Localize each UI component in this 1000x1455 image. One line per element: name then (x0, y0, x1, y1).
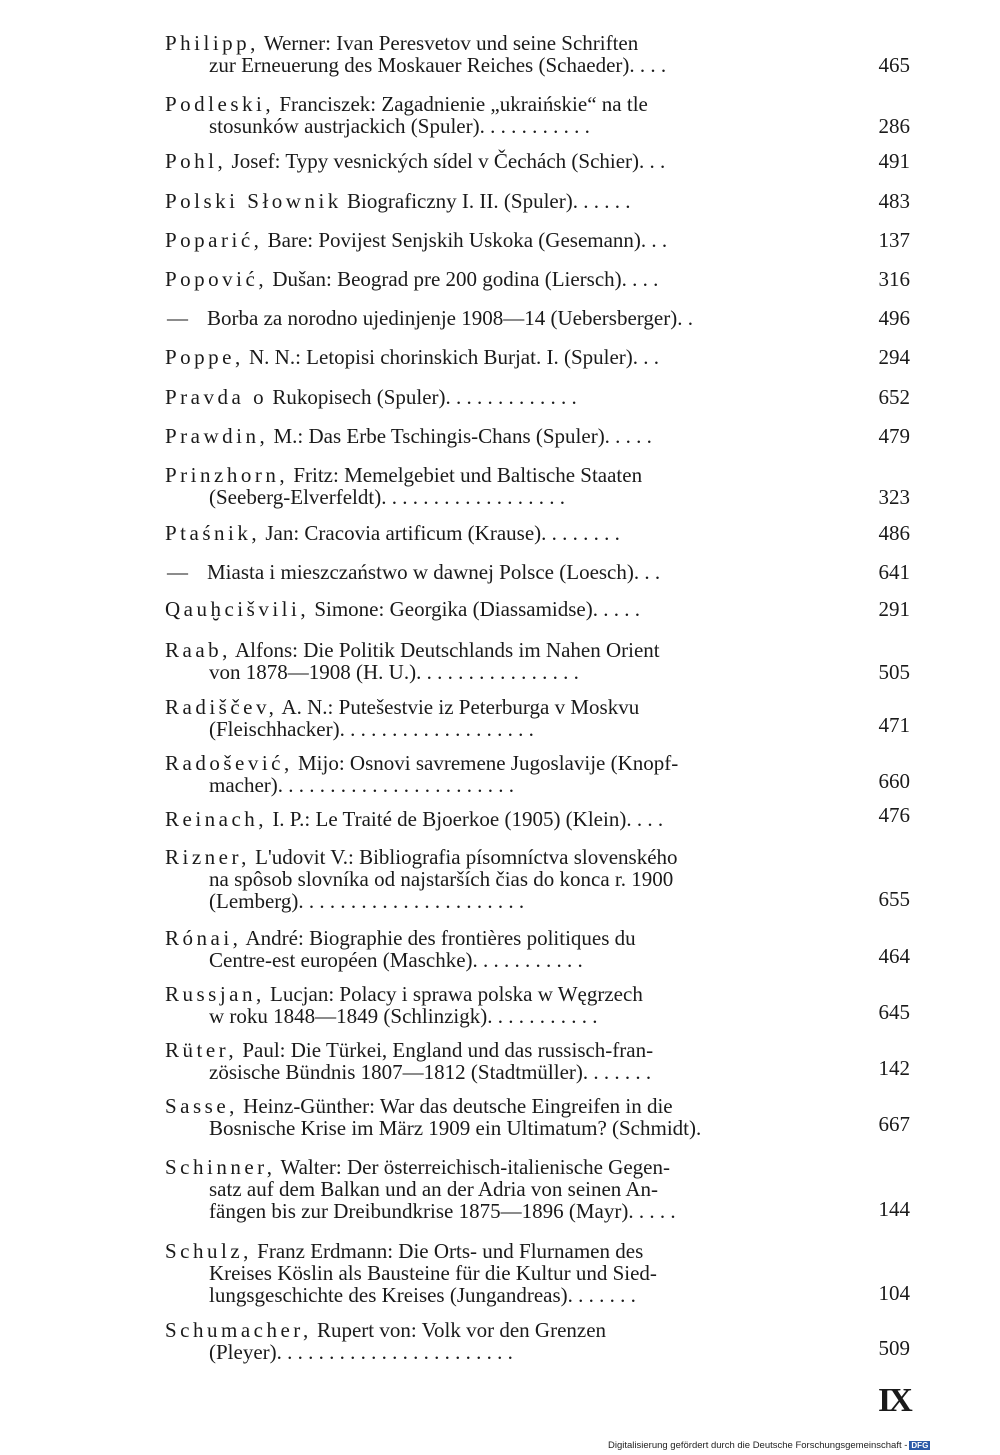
page-number: 142 (878, 1056, 910, 1080)
index-entry: Pravda o Rukopisech (Spuler). . . . . . . . . . . . . 652 (165, 385, 910, 409)
page-number: 483 (878, 189, 910, 213)
page-number: 496 (878, 306, 910, 330)
page-number: 486 (878, 521, 910, 545)
index-entry: Rónai, André: Biographie des frontières politiques du Centre-est européen (Maschke). . . . . . . . . . . 464 (165, 926, 910, 972)
page-number: 655 (878, 887, 910, 911)
index-entry: Sasse, Heinz-Günther: War das deutsche Eingreifen in die Bosnische Krise im März 1909 ein Ultimatum? (Schmidt). 667 (165, 1094, 910, 1140)
index-entry: Radošević, Mijo: Osnovi savremene Jugoslavije (Knopf- macher). . . . . . . . . . . . . . . . . . . . . . . 660 (165, 751, 910, 797)
page-number: 491 (878, 149, 910, 173)
page-number: 479 (878, 424, 910, 448)
index-entry: Rizner, L'udovit V.: Bibliografia písomníctva slovenského na spôsob slovníka od najstarších čias do konca r. 1900 (Lemberg). . . . . . . . . . . . . . . . . . . . . . 655 (165, 845, 910, 913)
page-number: 137 (878, 228, 910, 252)
index-entry: Prinzhorn, Fritz: Memelgebiet und Baltische Staaten (Seeberg-Elverfeldt). . . . . . . . . . . . . . . . . . 323 (165, 463, 910, 509)
page-number: 471 (878, 713, 910, 737)
page-roman-numeral: IX (878, 1382, 910, 1419)
page-number: 294 (878, 345, 910, 369)
page-number: 652 (878, 385, 910, 409)
page-number: 286 (878, 114, 910, 138)
index-entry: Schumacher, Rupert von: Volk vor den Grenzen (Pleyer). . . . . . . . . . . . . . . . . . . . . . . 509 (165, 1318, 910, 1364)
index-entry: Poppe, N. N.: Letopisi chorinskich Burjat. I. (Spuler). . . 294 (165, 345, 910, 369)
page-number: 291 (878, 597, 910, 621)
index-entry: Popović, Dušan: Beograd pre 200 godina (Liersch). . . . 316 (165, 267, 910, 291)
index-entry: Pohl, Josef: Typy vesnických sídel v Čechách (Schier). . . 491 (165, 149, 910, 173)
page-number: 104 (878, 1281, 910, 1305)
index-entry: Schulz, Franz Erdmann: Die Orts- und Flurnamen des Kreises Köslin als Bausteine für die Kultur und Sied- lungsgeschichte des Kreises (Jungandreas). . . . . . . 104 (165, 1239, 910, 1307)
index-entry: Polski Słownik Biograficzny I. II. (Spuler). . . . . . 483 (165, 189, 910, 213)
page-number: 465 (878, 53, 910, 77)
page-number: 144 (878, 1197, 910, 1221)
index-entry: Rüter, Paul: Die Türkei, England und das russisch-fran- zösische Bündnis 1807—1812 (Stadtmüller). . . . . . . 142 (165, 1038, 910, 1084)
digitization-credit: Digitalisierung gefördert durch die Deutsche Forschungsgemeinschaft - DFG (608, 1440, 929, 1451)
index-entry: — Miasta i mieszczaństwo w dawnej Polsce (Loesch). . . 641 (167, 560, 910, 584)
page-number: 641 (878, 560, 910, 584)
page-number: 464 (878, 944, 910, 968)
index-entry: Raab, Alfons: Die Politik Deutschlands im Nahen Orient von 1878—1908 (H. U.). . . . . . . . . . . . . . . . 505 (165, 638, 910, 684)
index-entry: Philipp, Werner: Ivan Peresvetov und seine Schriften zur Erneuerung des Moskauer Reiches (Schaeder). . . . 465 (165, 31, 910, 77)
index-entry: Poparić, Bare: Povijest Senjskih Uskoka (Gesemann). . . 137 (165, 228, 910, 252)
index-entry: Radiščev, A. N.: Putešestvie iz Peterburga v Moskvu (Fleischhacker). . . . . . . . . . . . . . . . . . . 471 (165, 695, 910, 741)
page-number: 660 (878, 769, 910, 793)
page-number: 505 (878, 660, 910, 684)
index-entry: Prawdin, M.: Das Erbe Tschingis-Chans (Spuler). . . . . 479 (165, 424, 910, 448)
page-number: 667 (878, 1112, 910, 1136)
page-number: 476 (878, 803, 910, 827)
index-entry: Schinner, Walter: Der österreichisch-italienische Gegen- satz auf dem Balkan und an der Adria von seinen An- fängen bis zur Dreibundkrise 1875—1896 (Mayr). . . . . 144 (165, 1155, 910, 1223)
page-number: 323 (878, 485, 910, 509)
page-number: 645 (878, 1000, 910, 1024)
index-entry: — Borba za norodno ujedinjenje 1908—14 (Uebersberger). . 496 (167, 306, 910, 330)
index-entry: Reinach, I. P.: Le Traité de Bjoerkoe (1905) (Klein). . . . 476 (165, 803, 910, 831)
index-entry: Podleski, Franciszek: Zagadnienie „ukraińskie“ na tle stosunków austrjackich (Spuler). . . . . . . . . . . 286 (165, 92, 910, 138)
index-entry: Russjan, Lucjan: Polacy i sprawa polska w Węgrzech w roku 1848—1849 (Schlinzigk). . . . . . . . . . . 645 (165, 982, 910, 1028)
index-entry: Ptaśnik, Jan: Cracovia artificum (Krause). . . . . . . . 486 (165, 521, 910, 545)
index-entry: Qauḫcišvili, Simone: Georgika (Diassamidse). . . . . 291 (165, 597, 910, 621)
dfg-logo: DFG (911, 1441, 929, 1450)
page-number: 316 (878, 267, 910, 291)
page-number: 509 (878, 1336, 910, 1360)
